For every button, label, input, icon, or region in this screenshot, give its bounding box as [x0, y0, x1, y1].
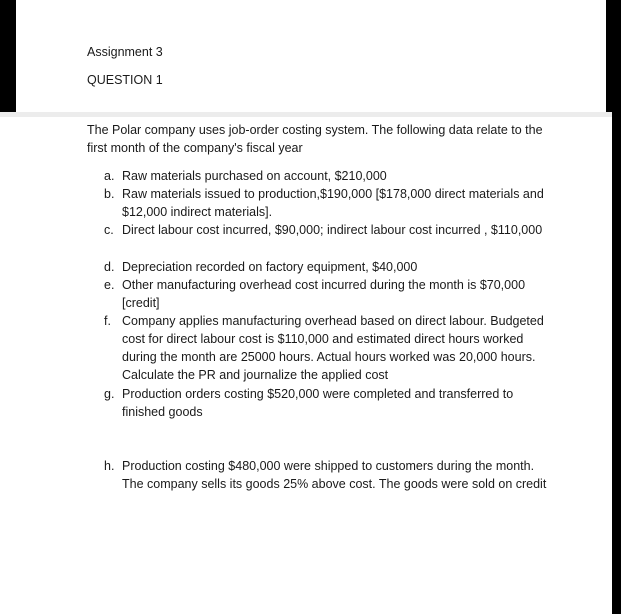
- list-item: [104, 258, 554, 276]
- question-label: QUESTION 1: [87, 73, 163, 87]
- list-item: [104, 312, 554, 384]
- item-marker: d.: [104, 260, 115, 274]
- item-text: Direct labour cost incurred, $90,000; indirect labour cost incurred , $110,000: [122, 223, 543, 237]
- assignment-title: Assignment 3: [87, 45, 163, 59]
- item-text: Production costing $480,000 were shipped to customers during the month. The company sells its goods 25% above cost. The goods were sold on credit: [122, 459, 547, 491]
- item-marker: h.: [104, 459, 115, 473]
- item-marker: c.: [104, 223, 114, 237]
- item-marker: f.: [104, 314, 111, 328]
- item-text: Depreciation recorded on factory equipment, $40,000: [122, 260, 418, 274]
- page-divider: [0, 112, 612, 117]
- item-marker: a.: [104, 169, 115, 183]
- list-item: [104, 221, 554, 239]
- item-text: Raw materials purchased on account, $210,000: [122, 169, 387, 183]
- list-item: [104, 185, 554, 221]
- item-text: Raw materials issued to production,$190,000 [$178,000 direct materials and $12,000 indirect materials].: [122, 187, 544, 219]
- item-marker: g.: [104, 387, 115, 401]
- item-text: Company applies manufacturing overhead based on direct labour. Budgeted cost for direct labour cost is $110,000 and estimated direct hours worked during the month are 25000 hours. Actual hours worked was 20,000 hours. Calculate the PR and journalize the applied cost: [122, 314, 544, 382]
- list-item: [104, 457, 554, 493]
- list-item: [104, 276, 554, 312]
- intro-paragraph: The Polar company uses job-order costing system. The following data relate to the first month of the company's fiscal year: [87, 123, 543, 155]
- list-item: [104, 167, 554, 185]
- item-marker: b.: [104, 187, 115, 201]
- item-text: Production orders costing $520,000 were completed and transferred to finished goods: [122, 387, 514, 419]
- item-text: Other manufacturing overhead cost incurred during the month is $70,000 [credit]: [122, 278, 526, 310]
- item-marker: e.: [104, 278, 115, 292]
- list-item: [104, 385, 554, 421]
